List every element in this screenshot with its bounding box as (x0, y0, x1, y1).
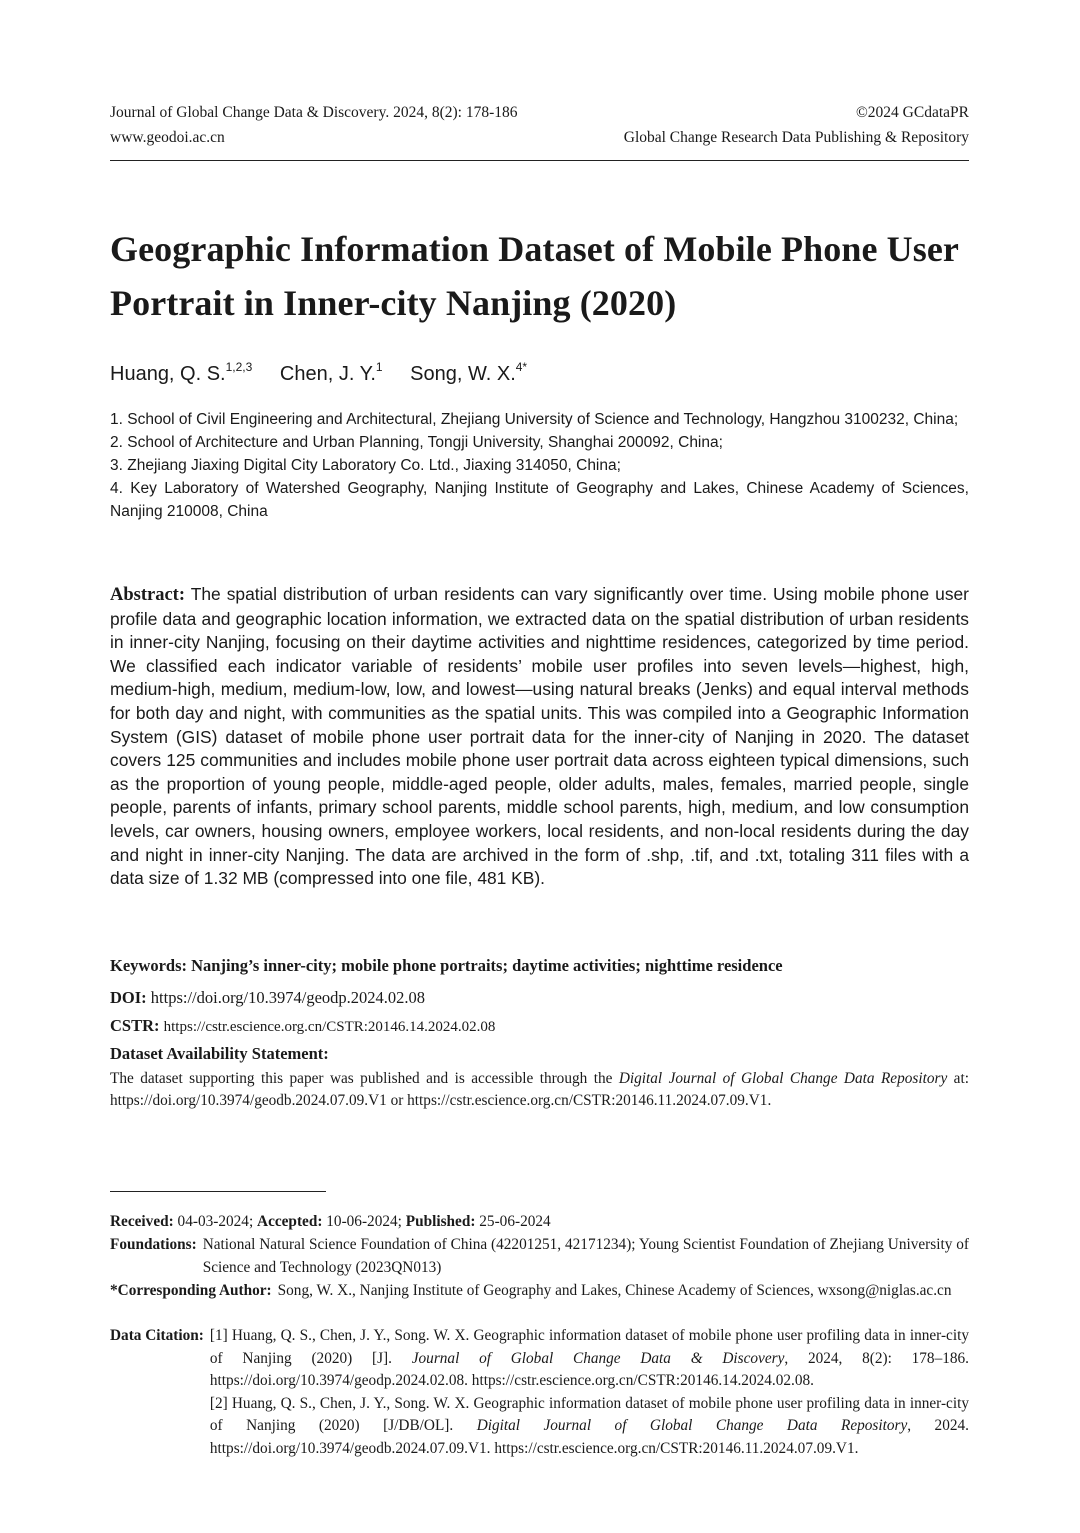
received-date: 04-03-2024 (177, 1213, 249, 1230)
citation-label: Data Citation: (110, 1327, 204, 1344)
repository-journal: Digital Journal of Global Change Data Repository (618, 1070, 948, 1087)
corresponding-author (110, 1280, 969, 1303)
foundations-label: Foundations: (110, 1236, 197, 1253)
doi-label: DOI: (110, 988, 147, 1007)
author-affiliation-sup: 1 (375, 360, 383, 374)
published-label: Published: (405, 1213, 476, 1230)
affiliation: 1. School of Civil Engineering and Architectural, Zhejiang University of Science and Technology, Hangzhou 3100232, China; (110, 411, 959, 428)
footnote-divider (110, 1191, 326, 1192)
accepted-label: Accepted: (257, 1213, 323, 1230)
foundations-text: National Natural Science Foundation of China (42201251, 42171234); Young Scientist Foundation of Zhejiang University of Science and Technology (2023QN013) (202, 1236, 969, 1276)
affiliation: 2. School of Architecture and Urban Planning, Tongji University, Shanghai 200092, China; (110, 434, 723, 451)
author: Huang, Q. S.$^{1,2,3}$ (110, 360, 253, 385)
keywords: Keywords: Nanjing’s inner-city; mobile phone portraits; daytime activities; nighttime residence (110, 956, 783, 975)
affiliation-list (110, 408, 969, 523)
cstr-link[interactable]: https://cstr.escience.org.cn/CSTR:20146.14.2024.02.08 (163, 1019, 496, 1035)
header-left (110, 100, 518, 150)
corresponding-label: *Corresponding Author: (110, 1282, 272, 1299)
repository-name: Global Change Research Data Publishing & Repository (623, 129, 969, 146)
published-date: 25-06-2024 (479, 1213, 551, 1230)
copyright: ©2024 GCdataPR (856, 104, 969, 121)
received-label: Received: (110, 1213, 174, 1230)
author: Chen, J. Y.$^1$ (279, 360, 383, 385)
foundations (110, 1234, 969, 1279)
paper-title: Geographic Information Dataset of Mobile Phone User Portrait in Inner-city Nanjing (2020) (110, 229, 959, 323)
citation-item: [2] Huang, Q. S., Chen, J. Y., Song. W. X. Geographic information dataset of mobile phone user profiling data in inner-city of Nanjing (2020) [J/DB/OL]. Digital Journal of Global Change Data Repository, 2024. https://doi.org/10.3974/geodb.2024.07.09.V1. https://cstr.escience.org.cn/CSTR:20146.11.2024.07.09.V1. (209, 1394, 969, 1457)
affiliation: 3. Zhejiang Jiaxing Digital City Laboratory Co. Ltd., Jiaxing 314050, China; (110, 457, 621, 474)
cstr-label: CSTR: (110, 1016, 160, 1035)
dates-line: Received: 04-03-2024; Accepted: 10-06-2024; Published: 25-06-2024 (110, 1213, 551, 1230)
availability-statement: The dataset supporting this paper was published and is accessible through the Digital Journal of Global Change Data Repository at: https://doi.org/10.3974/geodb.2024.07.09.V1 or https://cstr.escience.org.cn/CSTR:20146.11.2024.07.09.V1. (110, 1070, 969, 1109)
abstract (110, 583, 969, 891)
journal-header (110, 100, 969, 161)
citation-list (210, 1325, 969, 1460)
author-affiliation-sup: 4* (515, 360, 528, 374)
accepted-date: 10-06-2024 (326, 1213, 398, 1230)
abstract-text: The spatial distribution of urban residents can vary significantly over time. Using mobile phone user profile data and geographic location information, we extracted data on the spatial distribution of urban residents in inner-city Nanjing, focusing on their daytime activities and nighttime residences, categorized by time period. We classified each indicator variable of residents’ mobile user profiles into seven levels—highest, high, medium-high, medium, medium-low, low, and lowest—using natural breaks (Jenks) and equal interval methods for both day and night, with communities as the spatial units. This was compiled into a Geographic Information System (GIS) dataset of mobile phone user portrait data for the inner-city of Nanjing in 2020. The dataset covers 125 communities and includes mobile phone user portrait data across eighteen typical dimensions, such as the proportion of young people, middle-aged people, older adults, males, females, married people, single people, parents of infants, primary school parents, middle school parents, high, medium, and low consumption levels, car owners, housing owners, employee workers, local residents, and non-local residents during the day and night in inner-city Nanjing. The data are archived in the form of .shp, .tif, and .txt, totaling 311 files with a data size of 1.32 MB (compressed into one file, 481 KB). (110, 584, 969, 889)
doi-link[interactable]: https://doi.org/10.3974/geodp.2024.02.08 (150, 988, 426, 1007)
journal-line: Journal of Global Change Data & Discovery. 2024, 8(2): 178-186 (110, 104, 518, 121)
abstract-label: Abstract: (110, 585, 186, 605)
data-citation (110, 1325, 969, 1460)
availability-heading: Dataset Availability Statement: (110, 1044, 329, 1063)
journal-website[interactable]: www.geodoi.ac.cn (110, 129, 225, 146)
corresponding-text: Song, W. X., Nanjing Institute of Geography and Lakes, Chinese Academy of Sciences, wxsong@niglas.ac.cn (277, 1282, 952, 1299)
citation-item: [1] Huang, Q. S., Chen, J. Y., Song. W. X. Geographic information dataset of mobile phone user profiling data in inner-city of Nanjing (2020) [J]. Journal of Global Change Data & Discovery, 2024, 8(2): 178–186. https://doi.org/10.3974/geodp.2024.02.08. https://cstr.escience.org.cn/CSTR:20146.14.2024.02.08. (209, 1327, 969, 1389)
author-list (110, 352, 549, 389)
doi-line (110, 986, 425, 1010)
author-affiliation-sup: 1,2,3 (225, 360, 253, 374)
affiliation: 4. Key Laboratory of Watershed Geography, Nanjing Institute of Geography and Lakes, Chinese Academy of Sciences, Nanjing 210008, China (110, 480, 969, 520)
header-right (624, 100, 969, 150)
author: Song, W. X.$^{4*}$ (410, 360, 528, 385)
cstr-line (110, 1014, 495, 1039)
